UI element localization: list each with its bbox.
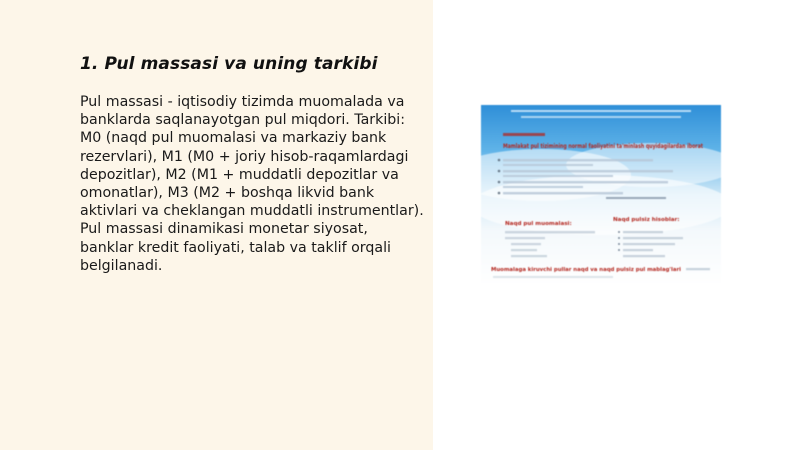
slide-title: 1. Pul massasi va uning tarkibi [80, 54, 378, 74]
diagram-graphic [481, 105, 721, 285]
diagram-footer: Muomalaga kiruvchi pullar naqd va naqd pulsiz pul mablag'lari [491, 267, 682, 273]
pul-massasi-diagram-image [481, 105, 721, 285]
diagram-heading: Mamlakat pul tizimining normal faoliyatini ta'minlash quyidagilardan iborat [503, 143, 704, 150]
slide-body-text: Pul massasi - iqtisodiy tizimda muomalada va banklarda saqlanayotgan pul miqdori. Tarkibi: M0 (naqd pul muomalasi va markaziy bank rezervlari), M1 (M0 + joriy hisob-raqamlardagi depozitlar), M2 (M1 + muddatli depozitlar va omonatlar), M3 (M2 + boshqa likvid bank aktivlari va cheklangan muddatli instrumentlar). Pul massasi dinamikasi monetar siyosat, banklar kredit faoliyati, talab va taklif orqali belgilanadi. [80, 94, 424, 274]
right-column-header: Naqd pulsiz hisoblar: [613, 217, 680, 223]
left-column-header: Naqd pul muomalasi: [505, 221, 572, 227]
